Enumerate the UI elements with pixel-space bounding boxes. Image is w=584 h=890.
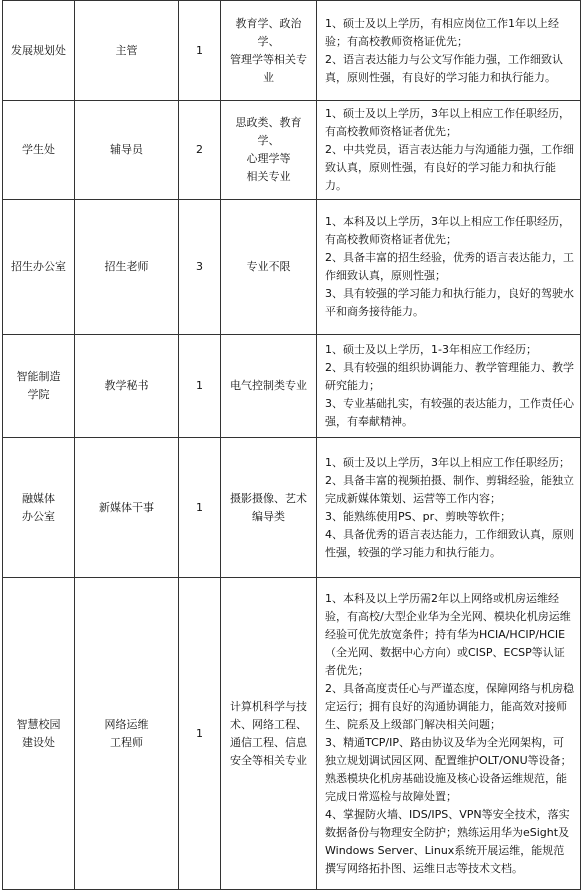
major-cell-line: 思政类、教育学、 <box>235 116 302 147</box>
department-cell-line: 智慧校园 <box>16 717 61 731</box>
major-cell-line: 术、网络工程、 <box>230 717 307 731</box>
position-cell-line: 网络运维 <box>104 717 149 731</box>
requirement-item: 1、硕士及以上学历，有相应岗位工作1年以上经验；有高校教师资格证优先； <box>325 16 559 48</box>
position-cell-line: 主管 <box>115 43 138 57</box>
requirement-item: 3、专业基础扎实，有较强的表达能力，工作责任心强，有奉献精神。 <box>325 397 574 428</box>
requirements-cell <box>317 101 581 200</box>
requirements-cell <box>317 438 581 578</box>
department-cell-line: 学院 <box>27 388 50 401</box>
count-cell: 1 <box>179 335 221 438</box>
department-cell <box>3 438 75 578</box>
major-cell <box>221 578 317 890</box>
position-cell <box>75 1 179 101</box>
position-cell <box>75 578 179 890</box>
requirement-item: 2、语言表达能力与公文写作能力强，工作细致认真，原则性强，有良好的学习能力和执行能力。 <box>325 52 563 84</box>
table-row <box>3 578 581 890</box>
department-cell <box>3 200 75 335</box>
major-cell <box>221 438 317 578</box>
major-cell <box>221 1 317 101</box>
department-cell-line: 发展规划处 <box>11 43 66 57</box>
position-cell <box>75 335 179 438</box>
requirement-item: 2、具有较强的组织协调能力、教学管理能力、教学研究能力； <box>325 361 574 392</box>
position-cell <box>75 438 179 578</box>
major-cell-line: 计算机科学与技 <box>230 699 307 713</box>
count-cell: 3 <box>179 200 221 335</box>
requirement-item: 4、具备优秀的语言表达能力，工作细致认真，原则性强，较强的学习能力和执行能力。 <box>325 527 574 559</box>
requirement-item: 2、中共党员，语言表达能力与沟通能力强，工作细致认真，原则性强，有良好的学习能力和执行能力。 <box>325 143 574 192</box>
department-cell-line: 融媒体 <box>22 491 55 505</box>
requirement-item: 2、具备丰富的视频拍摄、制作、剪辑经验，能独立完成新媒体策划、运营等工作内容； <box>325 473 574 505</box>
position-cell-line: 新媒体干事 <box>99 500 154 514</box>
major-cell <box>221 101 317 200</box>
major-cell-line: 业 <box>263 70 274 84</box>
count-cell: 1 <box>179 578 221 890</box>
table-row <box>3 101 581 200</box>
count-cell: 1 <box>179 438 221 578</box>
requirement-item: 1、硕士及以上学历，1-3年相应工作经历； <box>325 343 537 356</box>
count-cell: 2 <box>179 101 221 200</box>
department-cell <box>3 1 75 101</box>
department-cell-line: 建设处 <box>22 735 55 749</box>
department-cell <box>3 101 75 200</box>
requirement-item: 3、精通TCP/IP、路由协议及华为全光网架构，可独立规划调试园区网、配置维护OLT/ONU等设备；熟悉模块化机房基础设施及核心设备运维规范，能完成日常巡检与故障处置； <box>325 735 572 803</box>
major-cell-line: 相关专业 <box>246 170 291 183</box>
count-cell: 1 <box>179 1 221 101</box>
requirement-item: 1、本科及以上学历，3年以上相应工作任职经历，有高校教师资格证者优先； <box>325 215 570 246</box>
department-cell-line: 学生处 <box>22 143 55 156</box>
table-row <box>3 335 581 438</box>
position-cell-line: 辅导员 <box>110 143 143 156</box>
department-cell <box>3 578 75 890</box>
table-row <box>3 438 581 578</box>
requirements-cell <box>317 335 581 438</box>
requirement-item: 4、掌握防火墙、IDS/IPS、VPN等安全技术，落实数据备份与物理安全防护；熟练运用华为eSight及Windows Server、Linux系统开展运维，能规范撰写网络拓扑图、运维日志等技术文档。 <box>325 807 570 875</box>
major-cell-line: 专业不限 <box>246 260 291 273</box>
requirements-cell <box>317 578 581 890</box>
major-cell-line: 心理学等 <box>246 152 291 165</box>
major-cell-line: 电气控制类专业 <box>230 379 307 392</box>
department-cell-line: 招生办公室 <box>11 260 66 273</box>
requirement-item: 2、具备高度责任心与严谨态度，保障网络与机房稳定运行；拥有良好的沟通协调能力，能高效对接师生、院系及上级部门解决相关问题； <box>325 681 574 731</box>
major-cell-line: 摄影摄像、艺术 <box>230 491 307 505</box>
requirement-item: 2、具备丰富的招生经验，优秀的语言表达能力，工作细致认真，原则性强； <box>325 251 574 282</box>
position-cell-line: 教学秘书 <box>104 379 149 392</box>
major-cell-line: 通信工程、信息 <box>230 735 307 749</box>
table-body <box>3 1 581 890</box>
requirements-cell <box>317 200 581 335</box>
requirement-item: 1、硕士及以上学历，3年以上相应工作任职经历； <box>325 455 570 469</box>
department-cell <box>3 335 75 438</box>
major-cell-line: 安全等相关专业 <box>230 753 307 767</box>
major-cell-line: 教育学、政治学、 <box>235 16 302 48</box>
requirement-item: 3、具有较强的学习能力和执行能力，良好的驾驶水平和商务接待能力。 <box>325 287 574 318</box>
position-cell-line: 招生老师 <box>104 260 149 273</box>
major-cell <box>221 200 317 335</box>
requirements-cell <box>317 1 581 101</box>
position-cell <box>75 101 179 200</box>
major-cell-line: 管理学等相关专 <box>230 52 307 66</box>
requirement-item: 1、硕士及以上学历，3年以上相应工作任职经历，有高校教师资格证者优先； <box>325 107 570 138</box>
table-row <box>3 1 581 101</box>
recruitment-table <box>2 0 581 890</box>
department-cell-line: 智能制造 <box>16 370 61 383</box>
department-cell-line: 办公室 <box>22 509 55 523</box>
requirement-item: 1、本科及以上学历需2年以上网络或机房运维经验，有高校/大型企业华为全光网、模块化机房运维经验可优先放宽条件；持有华为HCIA/HCIP/HCIE（全光网、数据中心方向）或CISP、ECSP等认证者优先； <box>325 591 571 677</box>
table-row <box>3 200 581 335</box>
requirement-item: 3、能熟练使用PS、pr、剪映等软件； <box>325 509 512 523</box>
position-cell-line: 工程师 <box>110 735 143 749</box>
major-cell-line: 编导类 <box>252 509 285 523</box>
major-cell <box>221 335 317 438</box>
position-cell <box>75 200 179 335</box>
